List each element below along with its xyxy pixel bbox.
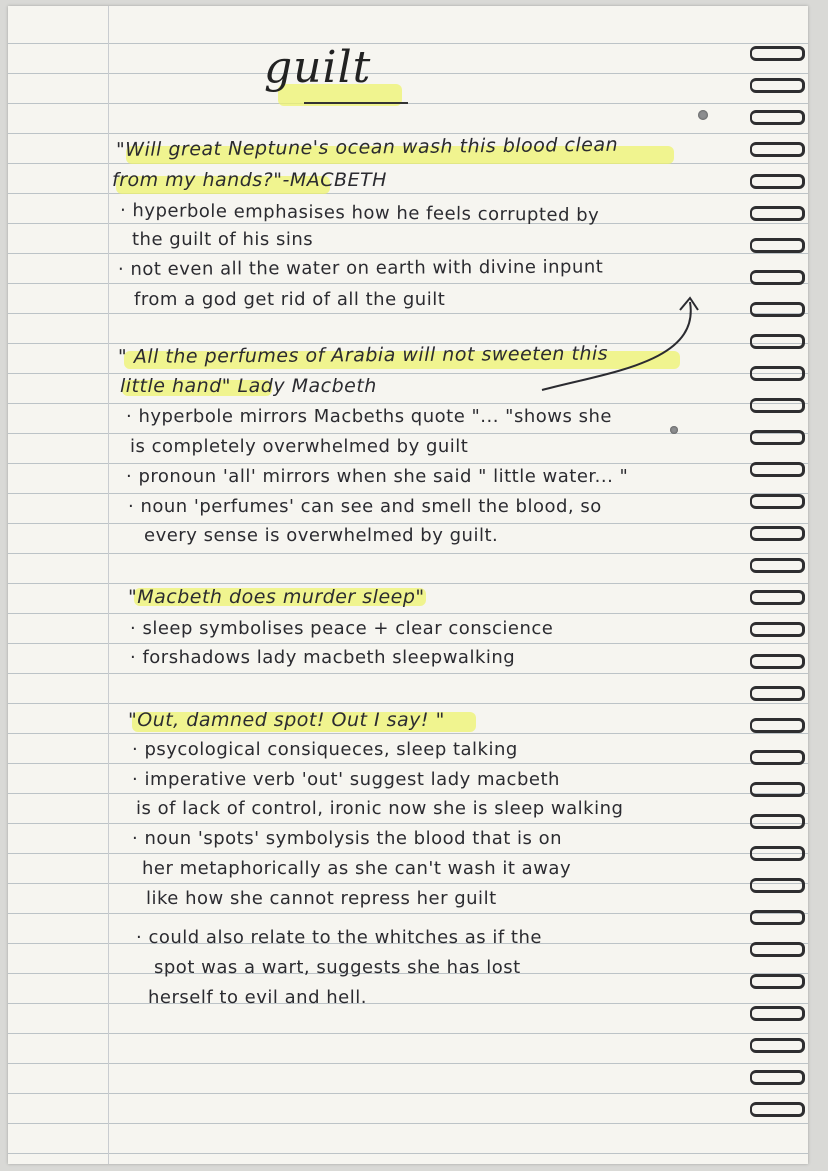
note-line: is of lack of control, ironic now she is sleep walking xyxy=(136,798,624,819)
spiral-coil xyxy=(750,686,805,701)
spiral-coil xyxy=(750,814,805,829)
spiral-coil xyxy=(750,1006,805,1021)
binder-hole xyxy=(670,426,678,434)
spiral-coil xyxy=(750,174,805,189)
spiral-coil xyxy=(750,494,805,509)
spiral-coil xyxy=(750,718,805,733)
spiral-coil xyxy=(750,846,805,861)
spiral-coil xyxy=(750,142,805,157)
note-line: · sleep symbolises peace + clear conscience xyxy=(130,618,554,639)
note-line: little hand" Lady Macbeth xyxy=(120,375,377,397)
note-line: · noun 'perfumes' can see and smell the blood, so xyxy=(128,496,602,517)
page-title: guilt xyxy=(264,42,372,93)
spiral-coil xyxy=(750,270,805,285)
spiral-coil xyxy=(750,782,805,797)
note-line: like how she cannot repress her guilt xyxy=(146,888,497,909)
spiral-coil xyxy=(750,622,805,637)
binder-hole xyxy=(698,110,708,120)
spiral-coil xyxy=(750,1038,805,1053)
spiral-coil xyxy=(750,878,805,893)
spiral-coil xyxy=(750,590,805,605)
spiral-coil xyxy=(750,910,805,925)
spiral-coil xyxy=(750,430,805,445)
note-line: · imperative verb 'out' suggest lady macbeth xyxy=(132,769,560,790)
note-line: · psycological consiqueces, sleep talking xyxy=(132,739,518,760)
note-line: her metaphorically as she can't wash it away xyxy=(142,858,572,879)
spiral-coil xyxy=(750,1102,805,1117)
note-line: · pronoun 'all' mirrors when she said " little water... " xyxy=(126,466,629,487)
spiral-coil xyxy=(750,398,805,413)
note-line: "Will great Neptune's ocean wash this blood clean xyxy=(115,133,619,161)
note-line: · forshadows lady macbeth sleepwalking xyxy=(130,647,516,668)
spiral-coil xyxy=(750,206,805,221)
spiral-coil xyxy=(750,750,805,765)
margin-line xyxy=(108,6,109,1164)
spiral-coil xyxy=(750,1070,805,1085)
spiral-coil xyxy=(750,974,805,989)
note-line: herself to evil and hell. xyxy=(148,987,367,1008)
note-line: is completely overwhelmed by guilt xyxy=(130,436,469,457)
spiral-binding xyxy=(744,6,806,1164)
note-line: · not even all the water on earth with divine inpunt xyxy=(117,256,604,280)
spiral-coil xyxy=(750,558,805,573)
spiral-coil xyxy=(750,654,805,669)
spiral-coil xyxy=(750,942,805,957)
note-line: "Out, damned spot! Out I say! " xyxy=(128,709,445,731)
note-line: · noun 'spots' symbolysis the blood that is on xyxy=(132,828,563,849)
note-line: the guilt of his sins xyxy=(132,229,314,250)
spiral-coil xyxy=(750,334,805,349)
spiral-coil xyxy=(750,302,805,317)
title-underline xyxy=(304,102,408,104)
spiral-coil xyxy=(750,238,805,253)
notebook-page xyxy=(8,6,808,1164)
note-line: · could also relate to the whitches as if the xyxy=(136,927,542,948)
spiral-coil xyxy=(750,46,805,61)
spiral-coil xyxy=(750,462,805,477)
note-line: " All the perfumes of Arabia will not sweeten this xyxy=(117,342,609,368)
spiral-coil xyxy=(750,78,805,93)
note-line: every sense is overwhelmed by guilt. xyxy=(144,525,499,546)
spiral-coil xyxy=(750,366,805,381)
note-line: · hyperbole emphasises how he feels corrupted by xyxy=(119,200,600,227)
note-line: from my hands?"-MACBETH xyxy=(112,169,387,191)
note-line: · hyperbole mirrors Macbeths quote "... "shows she xyxy=(126,406,612,427)
note-line: from a god get rid of all the guilt xyxy=(134,289,446,310)
spiral-coil xyxy=(750,526,805,541)
note-line: spot was a wart, suggests she has lost xyxy=(154,957,521,978)
spiral-coil xyxy=(750,110,805,125)
note-line: "Macbeth does murder sleep" xyxy=(128,586,425,608)
